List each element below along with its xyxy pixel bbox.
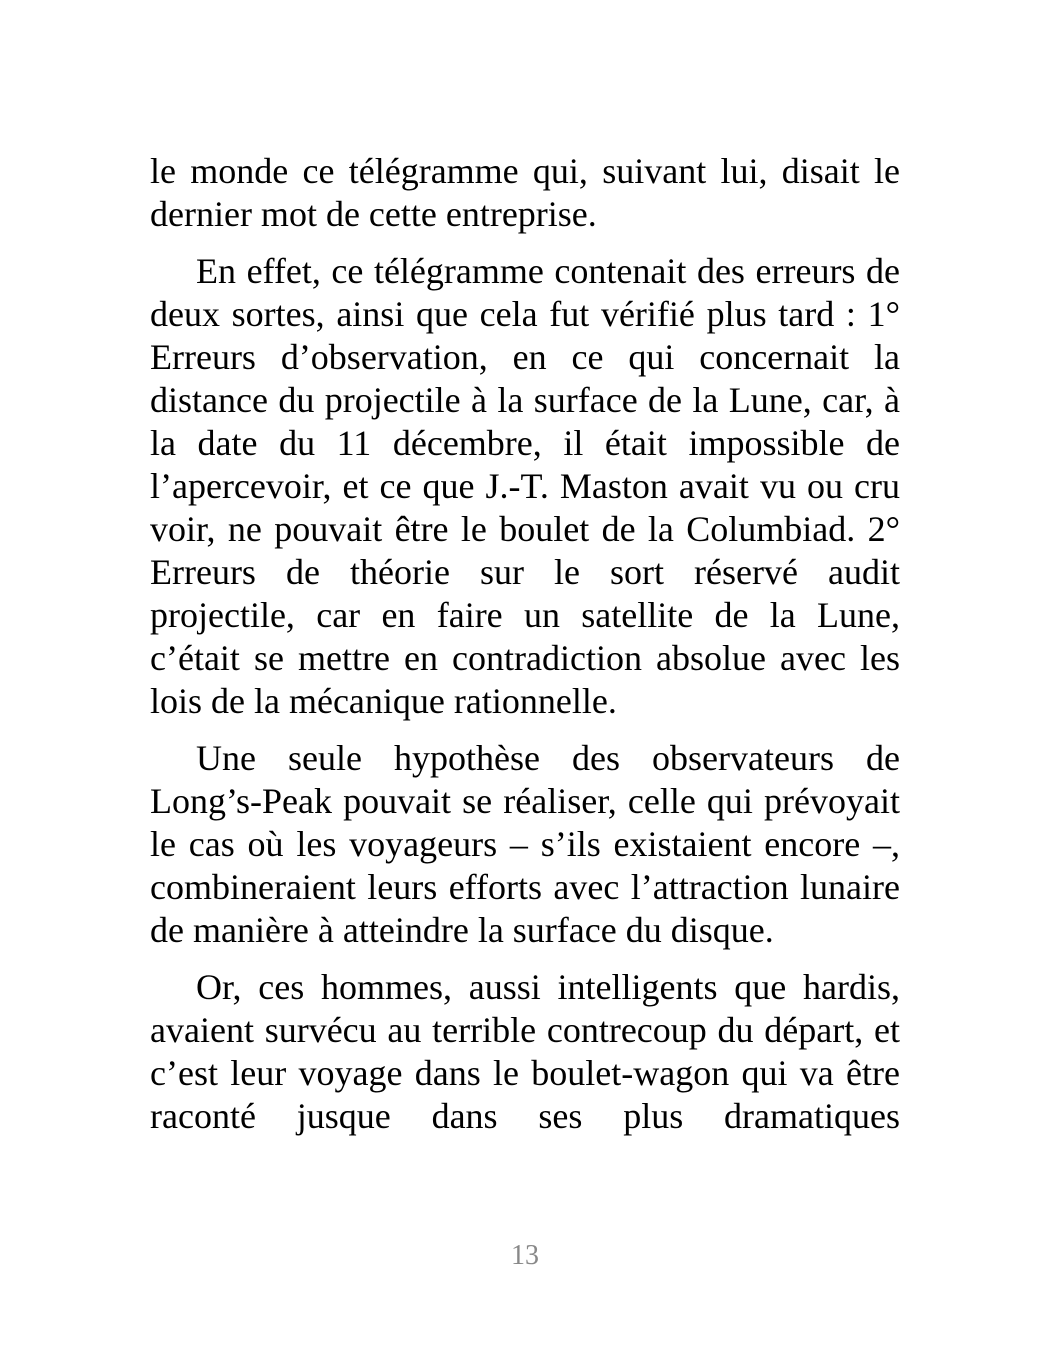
page-body <box>150 150 900 1152</box>
page-number: 13 <box>511 1240 539 1271</box>
paragraph-continuation: le monde ce télégramme qui, suivant lui, disait le dernier mot de cette entreprise. <box>150 151 900 234</box>
paragraph-hypothesis: Une seule hypothèse des observateurs de Long’s-Peak pouvait se réaliser, celle qui prévoyait le cas où les voyageurs – s’ils existaient encore –, combineraient leurs efforts avec l’attraction lunaire de manière à atteindre la surface du disque. <box>150 738 900 950</box>
paragraph-survivors: Or, ces hommes, aussi intelligents que hardis, avaient survécu au terrible contrecoup du départ, et c’est leur voyage dans le boulet-wagon qui va être raconté jusque dans ses plus dramatiques <box>150 967 900 1136</box>
paragraph-errors: En effet, ce télégramme contenait des erreurs de deux sortes, ainsi que cela fut vérifié plus tard : 1° Erreurs d’observation, en ce qui concernait la distance du projectile à la surface de la Lune, car, à la date du 11 décembre, il était impossible de l’apercevoir, et ce que J.-T. Maston avait vu ou cru voir, ne pouvait être le boulet de la Columbiad. 2° Erreurs de théorie sur le sort réservé audit projectile, car en faire un satellite de la Lune, c’était se mettre en contradiction absolue avec les lois de la mécanique rationnelle. <box>150 251 900 721</box>
